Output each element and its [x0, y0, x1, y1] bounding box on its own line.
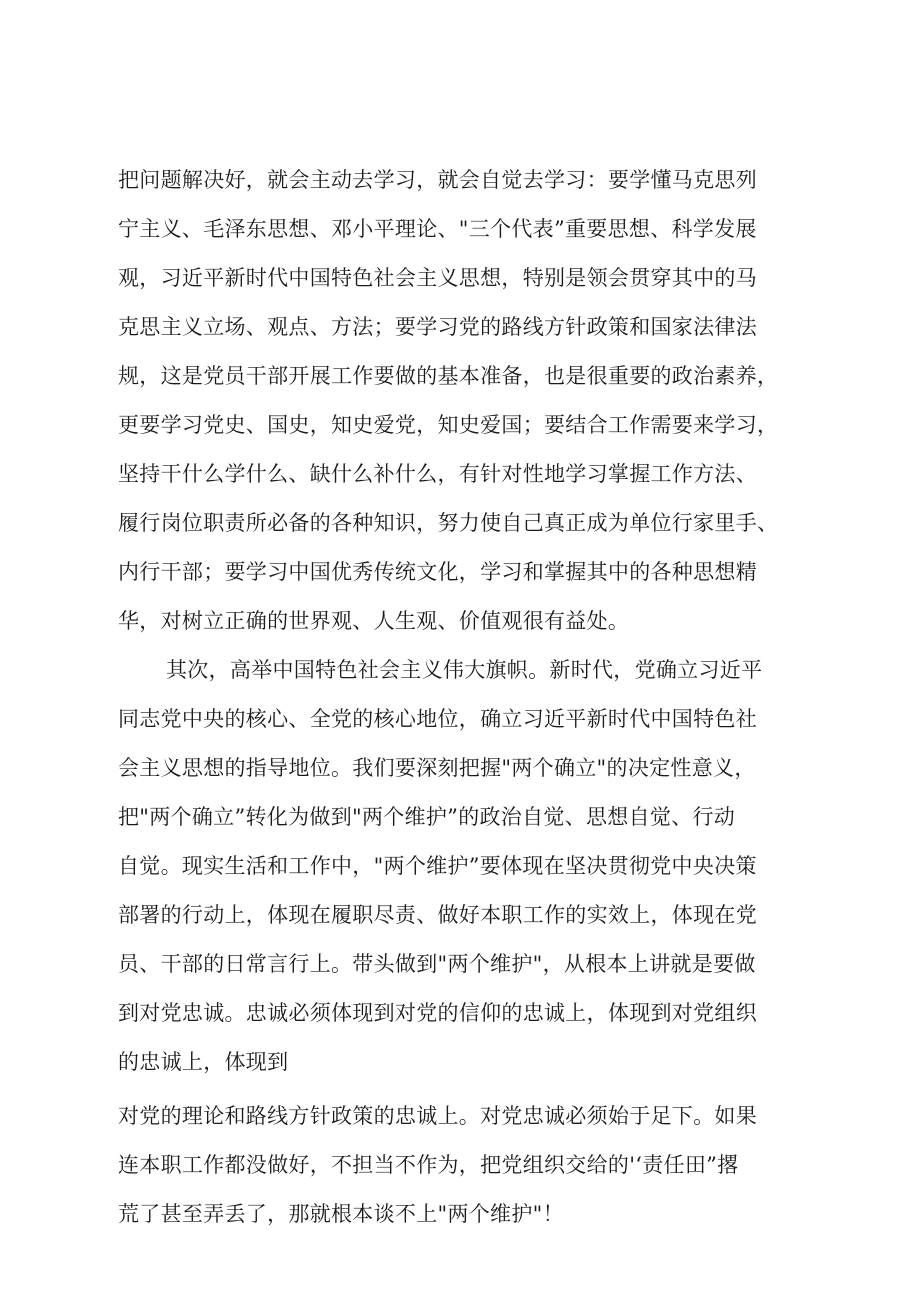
text-line: 华，对树立正确的世界观、人生观、价值观很有益处。	[118, 609, 630, 633]
text-line: 同志党中央的核心、全党的核心地位，确立习近平新时代中国特色社	[118, 707, 757, 731]
text-line: 履行岗位职责所必备的各种知识，努力使自己真正成为单位行家里手、	[118, 511, 779, 535]
text-line: 对党的理论和路线方针政策的忠诚上。对党忠诚必须始于足下。如果	[118, 1104, 757, 1128]
text-line: 到对党忠诚。忠诚必须体现到对党的信仰的忠诚上，体现到对党组织	[118, 1001, 757, 1025]
text-line: 宁主义、毛泽东思想、邓小平理论、"三个代表”重要思想、科学发展	[118, 217, 757, 241]
text-line: 部署的行动上，体现在履职尽责、做好本职工作的实效上，体现在党	[118, 903, 757, 927]
paragraph-first-line: 其次，高举中国特色社会主义伟大旗帜。新时代，党确立习近平	[166, 658, 763, 682]
text-line: 把"两个确立”转化为做到"两个维护”的政治自觉、思想自觉、行动	[118, 805, 736, 829]
text-line: 克思主义立场、观点、方法；要学习党的路线方针政策和国家法律法	[118, 315, 757, 339]
text-line: 连本职工作都没做好，不担当不作为，把党组织交给的'‘责任田”撂	[118, 1153, 739, 1177]
text-line: 更要学习党史、国史，知史爱党，知史爱国；要结合工作需要来学习，	[118, 413, 779, 437]
text-line: 把问题解决好，就会主动去学习，就会自觉去学习：要学懂马克思列	[118, 168, 757, 192]
text-line: 员、干部的日常言行上。带头做到"两个维护"，从根本上讲就是要做	[118, 952, 756, 976]
text-line: 的忠诚上，体现到	[118, 1050, 289, 1074]
text-line: 荒了甚至弄丢了，那就根本谈不上"两个维护"！	[118, 1202, 564, 1226]
text-line: 内行干部；要学习中国优秀传统文化，学习和掌握其中的各种思想精	[118, 560, 757, 584]
text-line: 坚持干什么学什么、缺什么补什么，有针对性地学习掌握工作方法、	[118, 462, 757, 486]
text-line: 会主义思想的指导地位。我们要深刻把握"两个确立"的决定性意义，	[118, 756, 756, 780]
text-line: 观，习近平新时代中国特色社会主义思想，特别是领会贯穿其中的马	[118, 266, 757, 290]
text-line: 规，这是党员干部开展工作要做的基本准备，也是很重要的政治素养，	[118, 364, 779, 388]
text-line: 自觉。现实生活和工作中，"两个维护”要体现在坚决贯彻党中央决策	[118, 854, 757, 878]
